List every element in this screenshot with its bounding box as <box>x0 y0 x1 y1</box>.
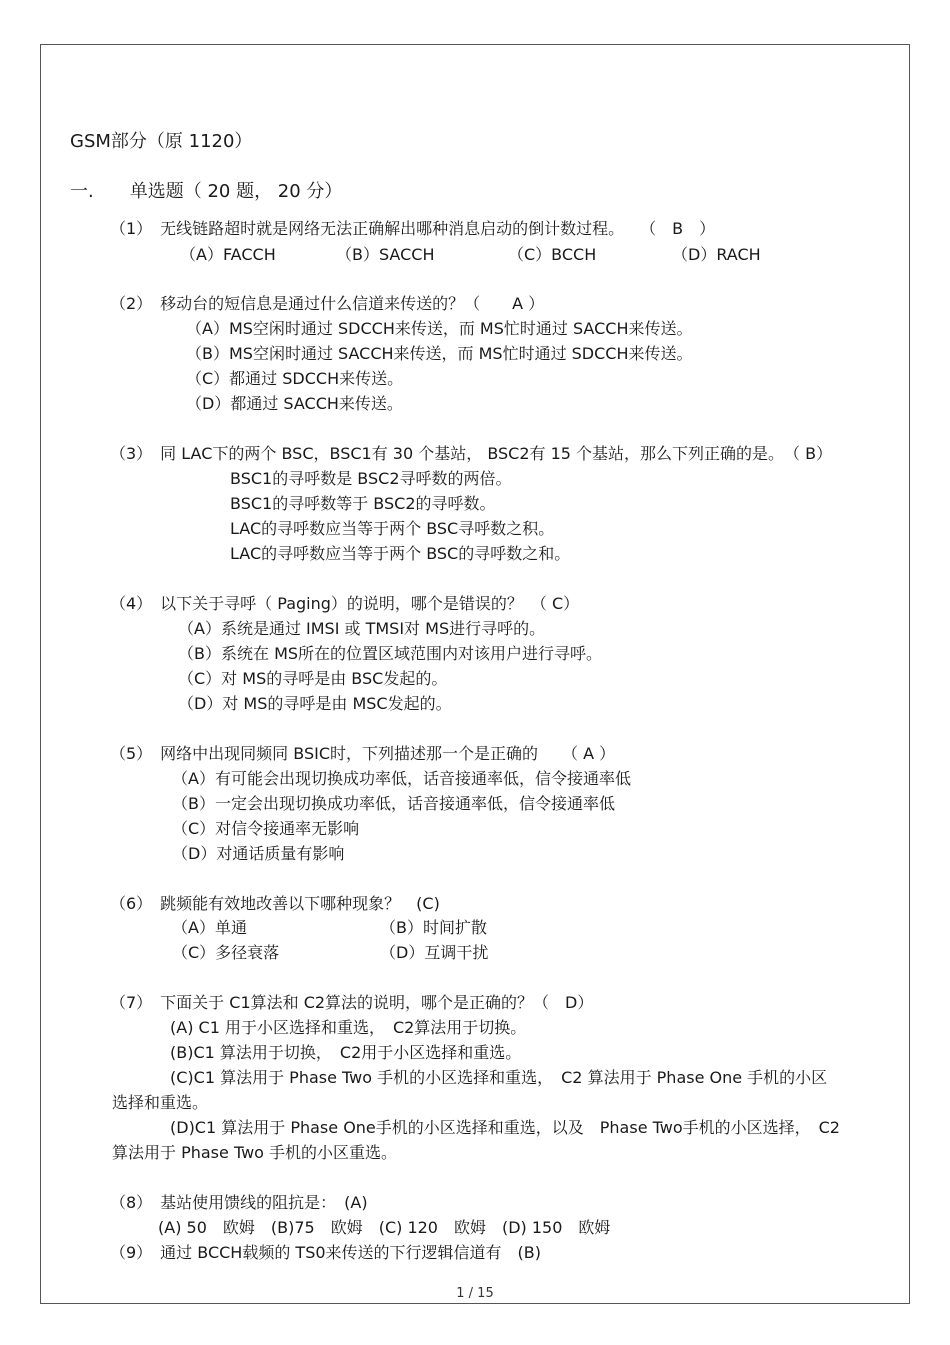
question-4-option-d: （D）对 MS的寻呼是由 MSC发起的。 <box>178 694 452 713</box>
question-5-option-a: （A）有可能会出现切换成功率低，话音接通率低，信令接通率低 <box>172 769 631 788</box>
question-9-stem: （9） 通过 BCCH载频的 TS0来传送的下行逻辑信道有 (B) <box>110 1243 541 1262</box>
question-7-line-6: 算法用于 Phase Two 手机的小区重选。 <box>112 1143 398 1162</box>
question-1-option-d: （D）RACH <box>672 245 761 264</box>
question-4-stem: （4） 以下关于寻呼（ Paging）的说明，哪个是错误的？ （ C） <box>110 594 580 613</box>
question-1-option-a: （A）FACCH <box>180 245 276 264</box>
question-3-option-3: LAC的寻呼数应当等于两个 BSC寻呼数之积。 <box>230 519 555 538</box>
question-2-option-c: （C）都通过 SDCCH来传送。 <box>186 369 404 388</box>
question-2-stem: （2） 移动台的短信息是通过什么信道来传送的？（ A ） <box>110 294 545 313</box>
question-1-option-c: （C）BCCH <box>508 245 597 264</box>
question-6-option-c: （C）多径衰落 <box>172 943 280 962</box>
question-6-option-b: （B）时间扩散 <box>380 918 487 937</box>
section-title: GSM部分（原 1120） <box>70 131 253 152</box>
question-2-option-b: （B）MS空闲时通过 SACCH来传送，而 MS忙时通过 SDCCH来传送。 <box>186 344 693 363</box>
question-6-stem: （6） 跳频能有效地改善以下哪种现象？ (C) <box>110 894 440 913</box>
question-7-line-5: (D)C1 算法用于 Phase One手机的小区选择和重选，以及 Phase Two手机的小区选择， C2 <box>170 1118 840 1137</box>
question-3-option-1: BSC1的寻呼数是 BSC2寻呼数的两倍。 <box>230 469 512 488</box>
part-heading: 一. 单选题（ 20 题， 20 分） <box>70 181 343 202</box>
question-3-option-4: LAC的寻呼数应当等于两个 BSC的寻呼数之和。 <box>230 544 571 563</box>
question-8-stem: （8） 基站使用馈线的阻抗是： (A) <box>110 1193 368 1212</box>
question-1-stem: （1） 无线链路超时就是网络无法正确解出哪种消息启动的倒计数过程。 （ B ） <box>110 219 716 238</box>
question-4-option-b: （B）系统在 MS所在的位置区域范围内对该用户进行寻呼。 <box>178 644 603 663</box>
question-5-option-b: （B）一定会出现切换成功率低，话音接通率低，信令接通率低 <box>172 794 615 813</box>
page-number: 1 / 15 <box>456 1286 494 1301</box>
question-1-option-b: （B）SACCH <box>336 245 435 264</box>
question-7-line-2: (B)C1 算法用于切换， C2用于小区选择和重选。 <box>170 1043 522 1062</box>
question-2-option-a: （A）MS空闲时通过 SDCCH来传送，而 MS忙时通过 SACCH来传送。 <box>186 319 693 338</box>
question-7-stem: （7） 下面关于 C1算法和 C2算法的说明，哪个是正确的？（ D） <box>110 993 594 1012</box>
question-5-stem: （5） 网络中出现同频同 BSIC时，下列描述那一个是正确的 （ A ） <box>110 744 616 763</box>
question-2-option-d: （D）都通过 SACCH来传送。 <box>186 394 403 413</box>
question-7-line-1: (A) C1 用于小区选择和重选， C2算法用于切换。 <box>170 1018 527 1037</box>
question-3-option-2: BSC1的寻呼数等于 BSC2的寻呼数。 <box>230 494 496 513</box>
question-7-line-4: 选择和重选。 <box>112 1093 209 1112</box>
question-7-line-3: (C)C1 算法用于 Phase Two 手机的小区选择和重选， C2 算法用于 Phase One 手机的小区 <box>170 1068 828 1087</box>
question-4-option-c: （C）对 MS的寻呼是由 BSC发起的。 <box>178 669 448 688</box>
question-6-option-a: （A）单通 <box>172 918 247 937</box>
question-3-stem: （3） 同 LAC下的两个 BSC，BSC1有 30 个基站， BSC2有 15 个基站，那么下列正确的是。 （ B） <box>110 444 833 463</box>
question-4-option-a: （A）系统是通过 IMSI 或 TMSI对 MS进行寻呼的。 <box>178 619 546 638</box>
question-5-option-c: （C）对信令接通率无影响 <box>172 819 360 838</box>
question-8-options: (A) 50 欧姆 (B)75 欧姆 (C) 120 欧姆 (D) 150 欧姆 <box>158 1218 611 1237</box>
question-6-option-d: （D）互调干扰 <box>380 943 489 962</box>
question-5-option-d: （D）对通话质量有影响 <box>172 844 345 863</box>
